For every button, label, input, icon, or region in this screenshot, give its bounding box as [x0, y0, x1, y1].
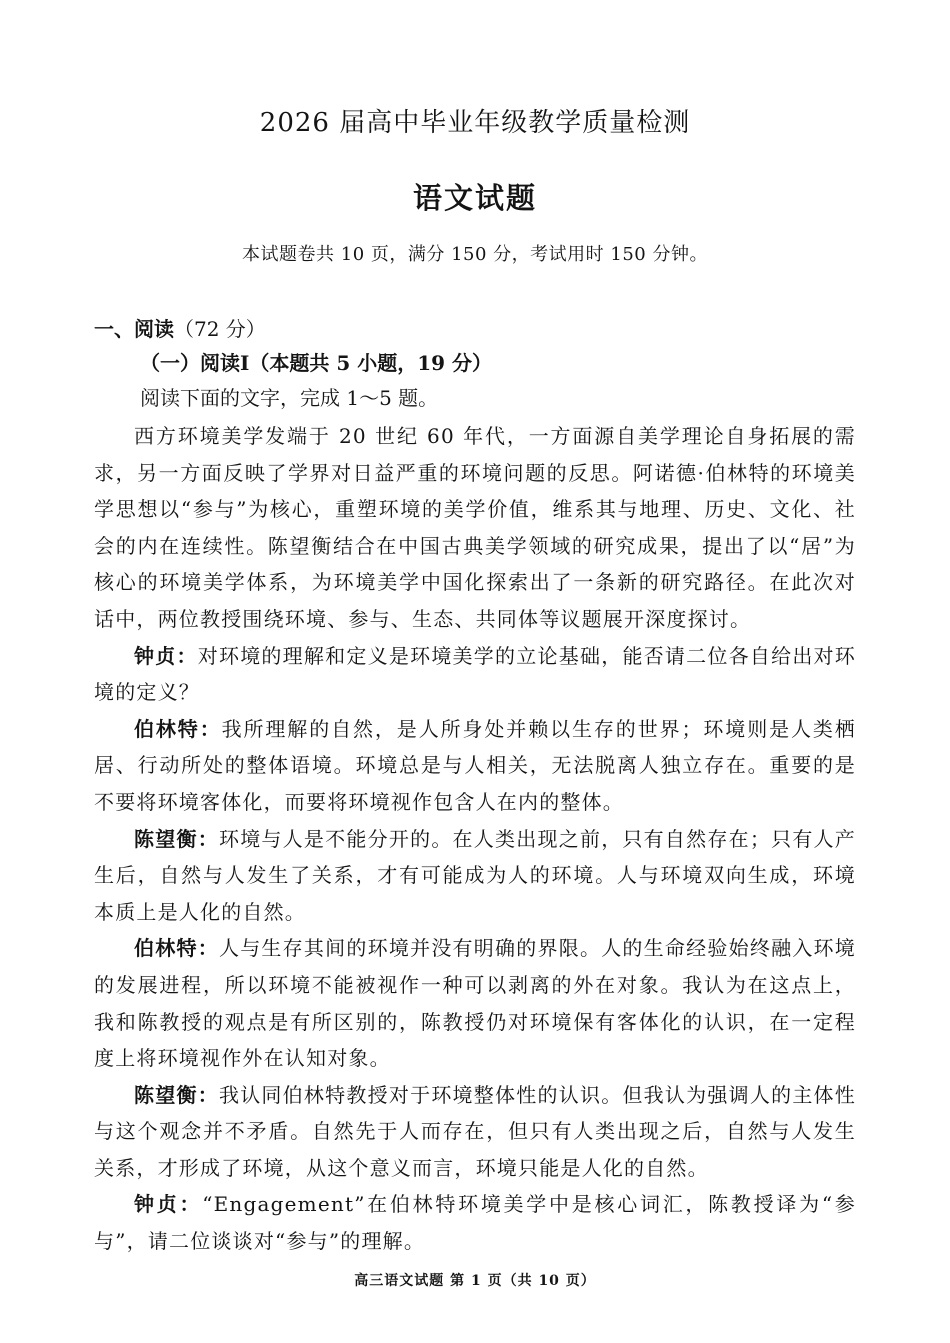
speaker-name: 钟贞： [134, 1192, 203, 1217]
speaker-name: 陈望衡： [134, 1082, 219, 1107]
speaker-name: 陈望衡： [134, 826, 219, 851]
paragraph-text: 我所理解的自然，是人所身处并赖以生存的世界；环境则是人类栖居、行动所处的整体语境。环境总是与人相关，无法脱离人独立存在。重要的是不要将环境客体化，而要将环境视作包含人在内的整体。 [94, 716, 856, 814]
passage-paragraph [94, 638, 856, 711]
section-heading-text: 一、阅读 [94, 317, 174, 341]
passage-paragraph [94, 1077, 856, 1187]
reading-passage [94, 418, 856, 1260]
paragraph-text: 人与生存其间的环境并没有明确的界限。人的生命经验始终融入环境的发展进程，所以环境不能被视作一种可以剥离的外在对象。我认为在这点上，我和陈教授的观点是有所区别的，陈教授仍对环境保有客体化的认识，在一定程度上将环境视作外在认知对象。 [94, 936, 856, 1071]
speaker-name: 钟贞： [134, 643, 198, 668]
exam-subject: 语文试题 [412, 181, 537, 215]
passage-paragraph [94, 930, 856, 1076]
speaker-name: 伯林特： [134, 936, 219, 961]
paragraph-text: 西方环境美学发端于 20 世纪 60 年代，一方面源自美学理论自身拓展的需求，另一方面反映了学界对日益严重的环境问题的反思。阿诺德·伯林特的环境美学思想以“参与”为核心，重塑环境的美学价值，维系其与地理、历史、文化、社会的内在连续性。陈望衡结合在中国古典美学领域的研究成果，提出了以“居”为核心的环境美学体系，为环境美学中国化探索出了一条新的研究路径。在此次对话中，两位教授围绕环境、参与、生态、共同体等议题展开深度探讨。 [94, 424, 856, 631]
exam-title: 2026 届高中毕业年级教学质量检测 [259, 108, 691, 138]
paragraph-text: 环境与人是不能分开的。在人类出现之前，只有自然存在；只有人产生后，自然与人发生了关系，才有可能成为人的环境。人与环境双向生成，环境本质上是人化的自然。 [94, 826, 856, 924]
passage-paragraph [94, 1186, 856, 1259]
sub-section-heading: （一）阅读Ⅰ（本题共 5 小题，19 分） [140, 351, 492, 375]
paragraph-text: 对环境的理解和定义是环境美学的立论基础，能否请二位各自给出对环境的定义？ [94, 643, 856, 705]
passage-paragraph [94, 418, 856, 638]
paragraph-text: 我认同伯林特教授对于环境整体性的认识。但我认为强调人的主体性与这个观念并不矛盾。自然先于人而存在，但只有人类出现之后，自然与人发生关系，才形成了环境，从这个意义而言，环境只能是人化的自然。 [94, 1082, 856, 1180]
speaker-name: 伯林特： [134, 716, 222, 741]
section-heading [94, 313, 266, 342]
reading-instruction: 阅读下面的文字，完成 1～5 题。 [140, 386, 439, 410]
section-heading-score: （72 分） [174, 317, 266, 341]
passage-paragraph [94, 821, 856, 931]
passage-paragraph [94, 711, 856, 821]
page-footer: 高三语文试题 第 1 页（共 10 页） [354, 1273, 596, 1289]
exam-intro: 本试题卷共 10 页，满分 150 分，考试用时 150 分钟。 [242, 244, 708, 265]
paragraph-text: “Engagement”在伯林特环境美学中是核心词汇，陈教授译为“参与”，请二位谈谈对“参与”的理解。 [94, 1192, 856, 1254]
